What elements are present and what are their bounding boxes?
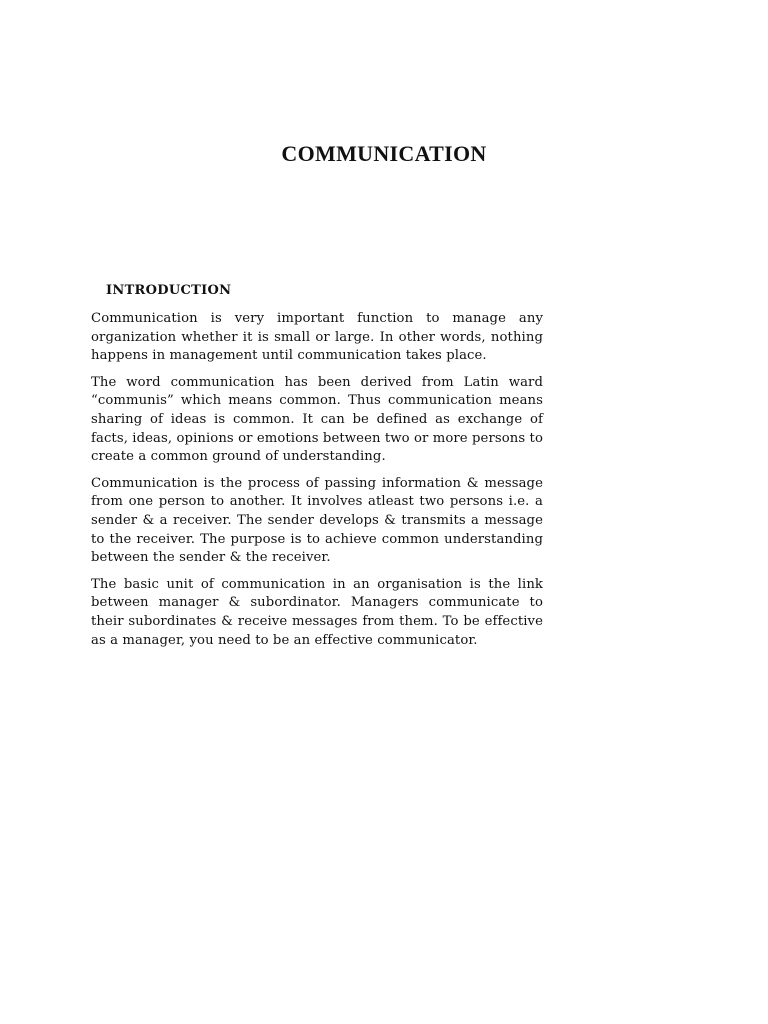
paragraph: The word communication has been derived from Latin ward “communis” which means common. Thus communication means sharing of ideas is common. It can be defined as exchange of facts, ideas, opinions or emotions between two or more persons to create a common ground of understanding. xyxy=(91,374,543,465)
page-title: COMMUNICATION xyxy=(281,141,487,166)
paragraph: The basic unit of communication in an organisation is the link between manager & subordinator. Managers communicate to their subordinates & receive messages from them. To be effective as a manager, you need to be an effective communicator. xyxy=(91,576,543,648)
paragraph: Communication is the process of passing information & message from one person to another. It involves atleast two persons i.e. a sender & a receiver. The sender develops & transmits a message to the receiver. The purpose is to achieve common understanding between the sender & the receiver. xyxy=(91,475,543,566)
paragraph: Communication is very important function to manage any organization whether it is small or large. In other words, nothing happens in management until communication takes place. xyxy=(91,311,543,364)
section-heading: INTRODUCTION xyxy=(106,283,232,298)
body-text xyxy=(91,310,543,658)
